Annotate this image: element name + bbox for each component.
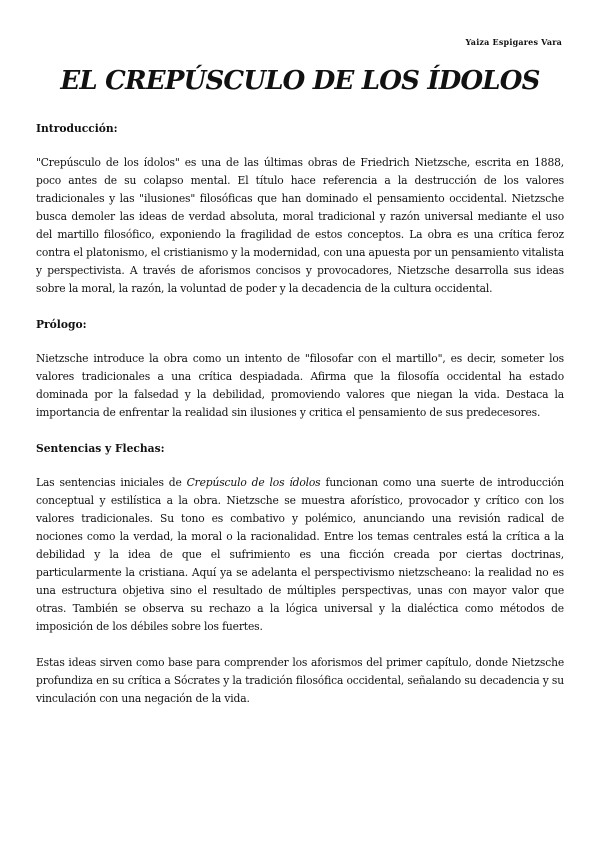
section-heading-prologo: Prólogo:: [36, 318, 87, 331]
paragraph-sentencias-1-start: Las sentencias iniciales de: [36, 476, 187, 489]
document-body: [36, 120, 564, 726]
paragraph-sentencias-1: [36, 474, 564, 636]
paragraph-prologo: Nietzsche introduce la obra como un intento de "filosofar con el martillo", es decir, someter los valores tradicionales a una crítica despiadada. Afirma que la filosofía occidental ha estado dominada por la falsedad y la debilidad, promoviendo valores que niegan la vida. Destaca la importancia de enfrentar la realidad sin ilusiones y critica el pensamiento de sus predecesores.: [36, 352, 564, 419]
paragraph-sentencias-1-rest: funcionan como una suerte de introducción conceptual y estilística a la obra. Nietzsche se muestra aforístico, provocador y crítico con los valores tradicionales. Su tono es combativo y polémico, anunciando una revisión radical de nociones como la verdad, la moral o la racionalidad. Entre los temas centrales está la crítica a la debilidad y la idea de que el sufrimiento es una ficción creada por ciertas doctrinas, particularmente la cristiana. Aquí ya se adelanta el perspectivismo nietzscheano: la realidad no es una estructura objetiva sino el resultado de múltiples perspectivas, unas con mayor valor que otras. También se observa su rechazo a la lógica universal y la dialéctica como métodos de imposición de los débiles sobre los fuertes.: [36, 476, 565, 633]
section-heading-introduccion: Introducción:: [36, 122, 118, 135]
author-name: Yaiza Espigares Vara: [465, 37, 562, 47]
document-title: EL CREPÚSCULO DE LOS ÍDOLOS: [60, 66, 540, 96]
paragraph-sentencias-2: Estas ideas sirven como base para comprender los aforismos del primer capítulo, donde Nietzsche profundiza en su crítica a Sócrates y la tradición filosófica occidental, señalando su decadencia y su vinculación con una negación de la vida.: [36, 656, 564, 705]
paragraph-introduccion: "Crepúsculo de los ídolos" es una de las últimas obras de Friedrich Nietzsche, escrita en 1888, poco antes de su colapso mental. El título hace referencia a la destrucción de los valores tradicionales y las "ilusiones" filosóficas que han dominado el pensamiento occidental. Nietzsche busca demoler las ideas de verdad absoluta, moral tradicional y razón universal mediante el uso del martillo filosófico, exponiendo la fragilidad de estos conceptos. La obra es una crítica feroz contra el platonismo, el cristianismo y la modernidad, con una apuesta por un pensamiento vitalista y perspectivista. A través de aforismos concisos y provocadores, Nietzsche desarrolla sus ideas sobre la moral, la razón, la voluntad de poder y la decadencia de la cultura occidental.: [36, 156, 564, 295]
book-title-italic: Crepúsculo de los ídolos: [186, 476, 321, 489]
section-heading-sentencias: Sentencias y Flechas:: [36, 442, 165, 455]
